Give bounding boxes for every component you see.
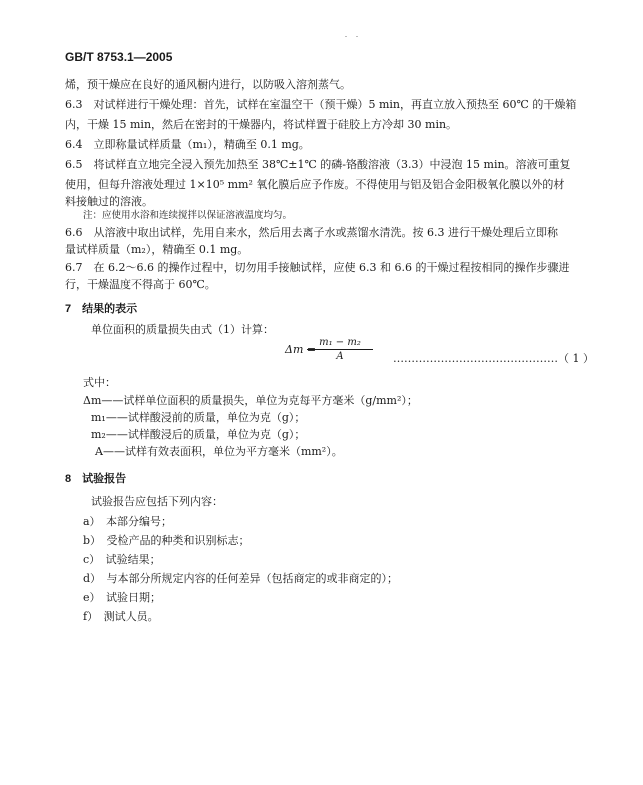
standard-code: GB/T 8753.1—2005: [65, 50, 173, 64]
clause-6-3-line-2: 内，干燥 15 min，然后在密封的干燥器内，将试样置于硅胶上方冷却 30 min。: [65, 118, 458, 131]
formula-denominator: A: [336, 351, 344, 362]
definition-delta-m: Δm——试样单位面积的质量损失，单位为克每平方毫米（g/mm²）；: [83, 394, 418, 407]
clause-6-6-line-2: 量试样质量（m₂），精确至 0.1 mg。: [65, 243, 249, 256]
clause-6-4: 6.4 立即称量试样质量（m₁），精确至 0.1 mg。: [65, 138, 310, 151]
text-line: 烯，预干燥应在良好的通风橱内进行，以防吸入溶剂蒸气。: [65, 78, 351, 91]
definition-a: A——试样有效表面积，单位为平方毫米（mm²）。: [95, 445, 343, 458]
report-item-c: c） 试验结果；: [83, 553, 161, 566]
clause-6-5-line-3: 料接触过的溶液。: [65, 195, 153, 208]
formula-numerator: m₁ − m₂: [307, 337, 373, 350]
clause-6-3-line-1: 6.3 对试样进行干燥处理：首先，试样在室温空干（预干燥）5 min，再直立放入预热至 60℃ 的干燥箱: [65, 98, 577, 111]
formula-1: [285, 337, 361, 362]
formula-lhs: Δm =: [285, 343, 317, 356]
scan-speck: [356, 36, 358, 37]
clause-6-6-line-1: 6.6 从溶液中取出试样，先用自来水，然后用去离子水或蒸馏水清洗。按 6.3 进行干燥处理后立即称: [65, 226, 558, 239]
definition-m2: m₂——试样酸浸后的质量，单位为克（g）；: [91, 428, 306, 441]
clause-6-7-line-2: 行，干燥温度不得高于 60℃。: [65, 278, 216, 291]
report-item-e: e） 试验日期；: [83, 591, 162, 604]
clause-6-5-line-1: 6.5 将试样直立地完全浸入预先加热至 38℃±1℃ 的磷-铬酸溶液（3.3）中浸泡 15 min。溶液可重复: [65, 158, 571, 171]
formula-fraction: [307, 337, 373, 362]
clause-6-7-line-1: 6.7 在 6.2～6.6 的操作过程中，切勿用手接触试样，应使 6.3 和 6.6 的干燥过程按相同的操作步骤进: [65, 261, 570, 274]
section-7-intro: 单位面积的质量损失由式（1）计算：: [91, 323, 274, 336]
report-item-d: d） 与本部分所规定内容的任何差异（包括商定的或非商定的）；: [83, 572, 399, 585]
definition-m1: m₁——试样酸浸前的质量，单位为克（g）；: [91, 411, 306, 424]
scan-speck: [345, 36, 347, 37]
formula-number: ………………………………………（ 1 ）: [393, 352, 594, 365]
report-item-b: b） 受检产品的种类和识别标志；: [83, 534, 250, 547]
where-label: 式中：: [83, 376, 116, 389]
section-8-title: 8 试验报告: [65, 473, 127, 485]
section-7-title: 7 结果的表示: [65, 303, 138, 315]
report-item-f: f） 测试人员。: [83, 610, 159, 623]
note: 注：应使用水浴和连续搅拌以保证溶液温度均匀。: [83, 210, 293, 221]
section-8-intro: 试验报告应包括下列内容：: [91, 495, 223, 508]
report-item-a: a） 本部分编号；: [83, 515, 173, 528]
clause-6-5-line-2: 使用，但每升溶液处理过 1×10⁵ mm² 氧化膜后应予作废。不得使用与铝及铝合金阳极氧化膜以外的材: [65, 178, 565, 191]
